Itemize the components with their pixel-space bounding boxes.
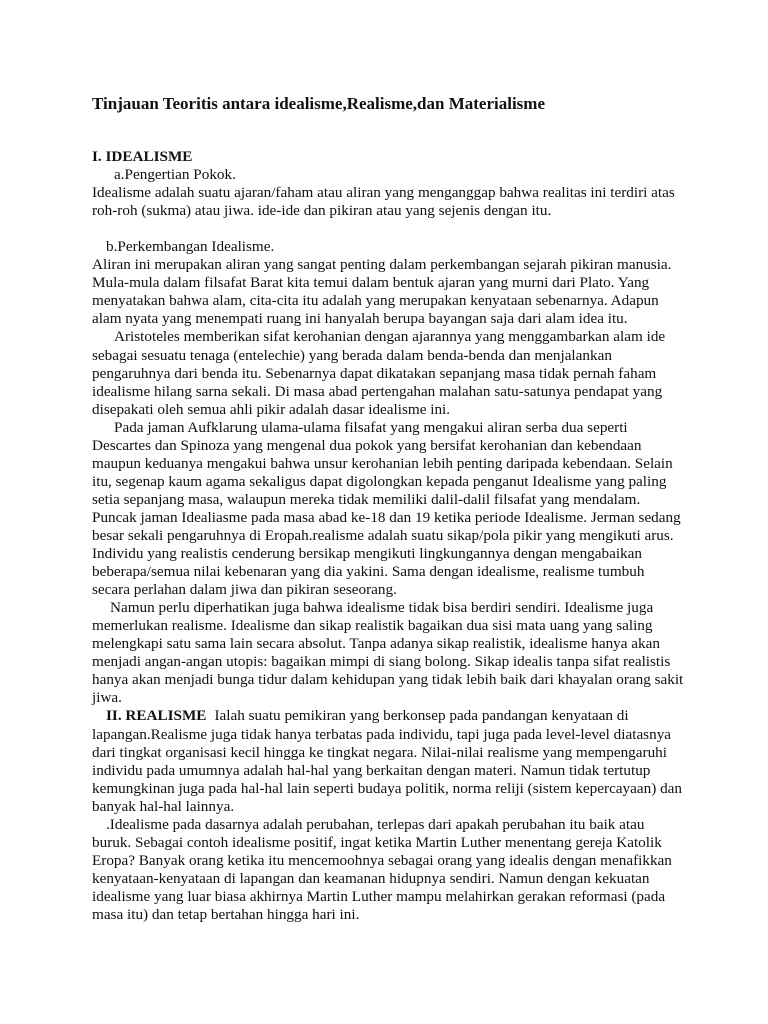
text-line: Aliran ini merupakan aliran yang sangat penting dalam perkembangan sejarah pikiran manusia. (92, 256, 672, 274)
text-line: Idealisme adalah suatu ajaran/faham atau aliran yang menganggap bahwa realitas ini terdiri atas (92, 184, 675, 202)
section-heading-realisme: II. REALISME (106, 707, 207, 725)
text-line: roh-roh (sukma) atau jiwa. ide-ide dan pikiran atau yang sejenis dengan itu. (92, 202, 552, 220)
text-line: Aristoteles memberikan sifat kerohanian dengan ajarannya yang menggambarkan alam ide (114, 328, 666, 346)
text-line: individu pada umumnya adalah hal-hal yang berkaitan dengan materi. Namun tidak tertutup (92, 761, 651, 779)
text-line: Mula-mula dalam filsafat Barat kita temui dalam bentuk ajaran yang murni dari Plato. Yang (92, 274, 650, 292)
text-line: idealisme hilang sarna sekali. Di masa abad pertengahan malahan satu-satunya pendapat yang (92, 382, 663, 400)
text-line: setia sepanjang masa, walaupun mereka tidak memiliki dalil-dalil filsafat yang mendalam. (92, 490, 641, 508)
document-title: Tinjauan Teoritis antara idealisme,Realisme,dan Materialisme (92, 94, 546, 113)
text-line: memerlukan realisme. Idealisme dan sikap realistik bagaikan dua sisi mata uang yang saling (92, 617, 653, 635)
text-line: disepakati oleh semua ahli pikir adalah dasar idealisme ini. (92, 400, 451, 418)
text-line: lapangan.Realisme juga tidak hanya terbatas pada individu, tapi juga pada level-level diatasnya (92, 725, 672, 743)
text-line: beberapa/semua nilai kebenaran yang dia yakini. Sama dengan idealisme, realisme tumbuh (92, 563, 645, 581)
text-line: dari tingkat organisasi kecil hingga ke tingkat negara. Nilai-nilai realisme yang mempengaruhi (92, 743, 667, 761)
text-line: alam nyata yang menempati ruang ini hanyalah berupa bayangan saja dari alam idea itu. (92, 310, 628, 328)
text-line: kemungkinan juga pada hal-hal lain seperti budaya politik, norma reliji (sistem kepercayaan) dan (92, 779, 682, 797)
document-body (92, 148, 722, 924)
text-line: Puncak jaman Idealiasme pada masa abad ke-18 dan 19 ketika periode Idealisme. Jerman sedang (92, 508, 681, 526)
text-line: sebagai sesuatu tenaga (entelechie) yang berada dalam benda-benda dan menjalankan (92, 346, 612, 364)
text-line: Pada jaman Aufklarung ulama-ulama filsafat yang mengakui aliran serba dua seperti (114, 418, 628, 436)
text-line: secara perlahan dalam jiwa dan pikiran seseorang. (92, 581, 397, 599)
text-line: buruk. Sebagai contoh idealisme positif, ingat ketika Martin Luther menentang gereja Katolik (92, 833, 662, 851)
text-line: Descartes dan Spinoza yang mengenal dua pokok yang bersifat kerohanian dan kebendaan (92, 436, 642, 454)
text-line: menjadi angan-angan utopis: bagaikan mimpi di siang bolong. Sikap idealis tanpa sifat realistis (92, 653, 671, 671)
blank-line (92, 220, 722, 238)
text-line: menyatakan bahwa alam, cita-cita itu adalah yang merupakan kenyataan sebenarnya. Adapun (92, 292, 659, 310)
text-line: besar sekali pengaruhnya di Eropah.realisme adalah suatu sikap/pola pikir yang mengikuti arus. (92, 526, 674, 544)
text-line: banyak hal-hal lainnya. (92, 797, 235, 815)
text-line: Eropa? Banyak orang ketika itu mencemoohnya sebagai orang yang idealis dengan menafikkan (92, 851, 672, 869)
subheading-perkembangan: b.Perkembangan Idealisme. (106, 238, 275, 256)
text-line: Individu yang realistis cenderung bersikap mengikuti lingkungannya dengan mengabaikan (92, 545, 642, 563)
text-line: pengaruhnya dari benda itu. Sebenarnya dapat dikatakan sepanjang masa tidak pernah faham (92, 364, 657, 382)
text-line: .Idealisme pada dasarnya adalah perubahan, terlepas dari apakah perubahan itu baik atau (106, 815, 645, 833)
section-heading-idealisme: I. IDEALISME (92, 148, 193, 165)
text-line: maupun keduanya mengakui bahwa unsur kerohanian lebih penting daripada kebendaan. Selain (92, 454, 673, 472)
text-line: hanya akan menjadi bunga tidur dalam kehidupan yang tidak lebih baik dari khayalan orang sakit (92, 671, 684, 689)
realisme-line (92, 707, 722, 725)
text-line: masa itu) dan tetap bertahan hingga hari ini. (92, 905, 360, 923)
text-line: itu, segenap kaum agama sekaligus dapat digolongkan kepada penganut Idealisme yang paling (92, 472, 667, 490)
text-line: jiwa. (92, 689, 122, 707)
text-line: Namun perlu diperhatikan juga bahwa idealisme tidak bisa berdiri sendiri. Idealisme juga (110, 599, 654, 617)
text-line: idealisme yang luar biasa akhirnya Martin Luther mampu melahirkan gerakan reformasi (pada (92, 887, 666, 905)
text-line: kenyataan-kenyataan di lapangan dan keamanan hidupnya sendiri. Namun dengan kekuatan (92, 869, 650, 887)
subheading-pengertian: a.Pengertian Pokok. (114, 166, 236, 184)
text-line: melengkapi satu sama lain secara absolut. Tanpa adanya sikap realistik, idealisme hanya akan (92, 635, 660, 653)
text-span: Ialah suatu pemikiran yang berkonsep pada pandangan kenyataan di (214, 707, 629, 725)
